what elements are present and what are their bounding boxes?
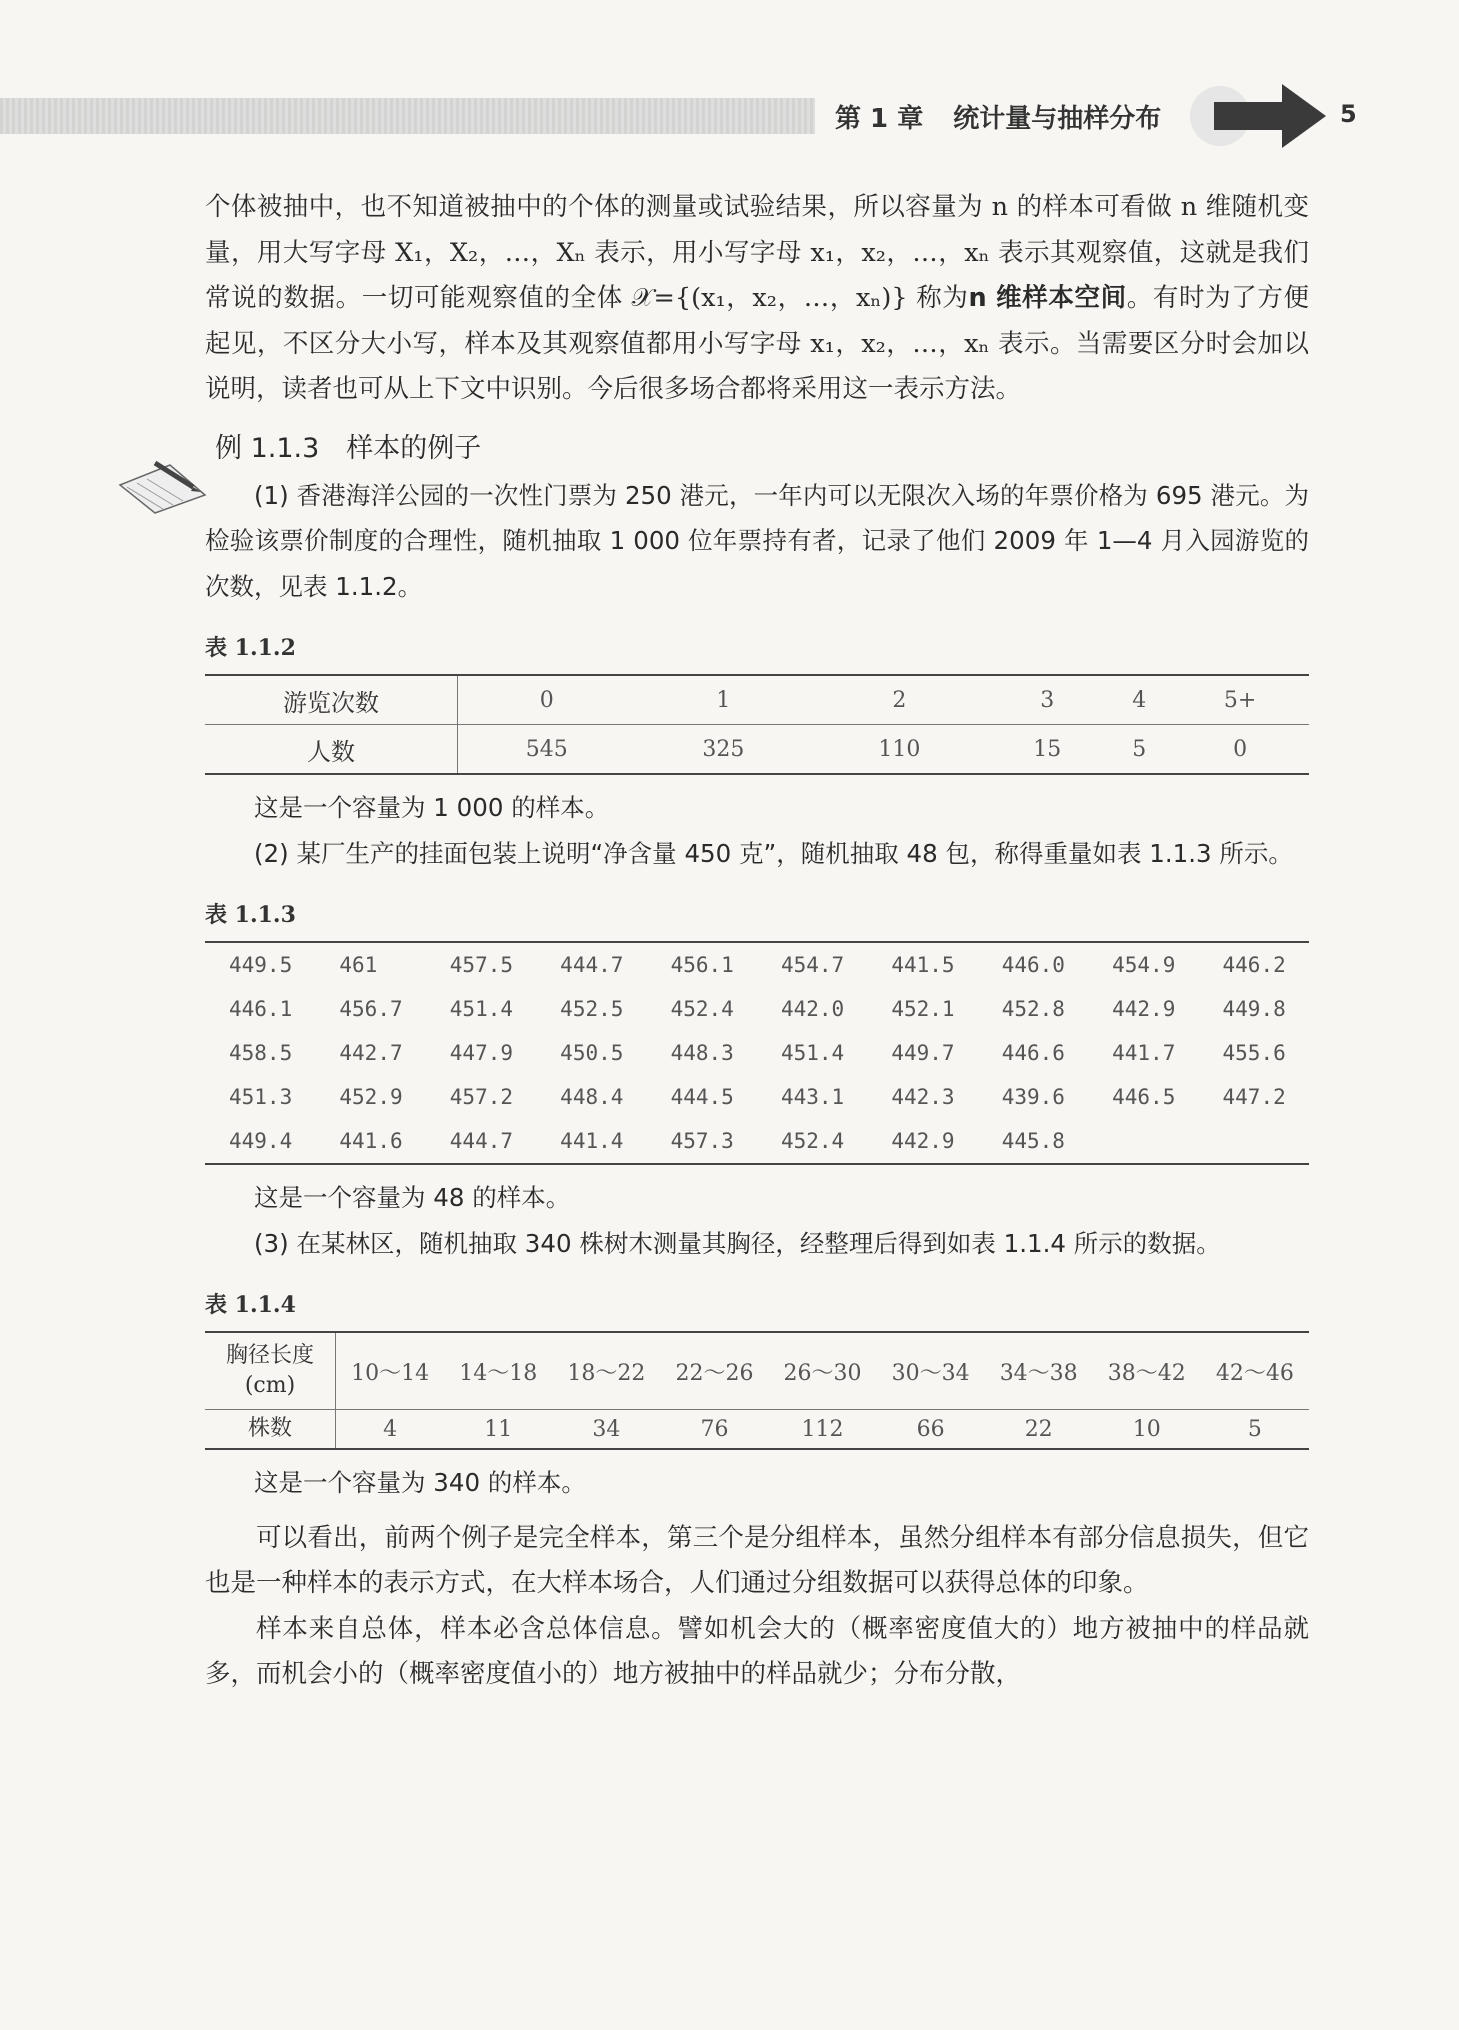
table-cell: 5+ bbox=[1171, 675, 1309, 725]
table-row bbox=[205, 987, 1309, 1031]
running-header bbox=[835, 98, 1161, 135]
arrow-right-icon bbox=[1190, 78, 1330, 154]
table-cell: 112 bbox=[801, 1416, 844, 1442]
table-cell: 4 bbox=[1107, 675, 1171, 725]
table-cell: 446.5 bbox=[1112, 1085, 1176, 1109]
table-cell: 441.4 bbox=[560, 1129, 624, 1153]
table-cell: 446.6 bbox=[1001, 1041, 1065, 1065]
table-cell: 449.5 bbox=[229, 953, 293, 977]
table-cell: 449.4 bbox=[229, 1129, 293, 1153]
table-cell: 452.8 bbox=[1001, 997, 1065, 1021]
table-cell: 457.2 bbox=[449, 1085, 513, 1109]
page-number: 5 bbox=[1340, 100, 1357, 128]
table-cell: 5 bbox=[1247, 1416, 1262, 1442]
table-cell: 22～26 bbox=[660, 1332, 768, 1410]
closing-paragraph-2: 样本来自总体，样本必含总体信息。譬如机会大的（概率密度值大的）地方被抽中的样品就多，而机会小的（概率密度值小的）地方被抽中的样品就少；分布分散， bbox=[205, 1613, 1309, 1689]
table-cell: 545 bbox=[525, 736, 568, 762]
table-cell: 3 bbox=[987, 675, 1107, 725]
example-item-2: (2) 某厂生产的挂面包装上说明“净含量 450 克”，随机抽取 48 包，称得重量如表 1.1.3 所示。 bbox=[254, 838, 1293, 868]
table-cell: 443.1 bbox=[780, 1085, 845, 1109]
row-label-count: 株数 bbox=[205, 1410, 336, 1450]
row-label-line: 胸径长度 bbox=[225, 1343, 314, 1368]
table-cell: 441.6 bbox=[339, 1129, 403, 1153]
table-cell: 444.7 bbox=[449, 1129, 513, 1153]
table-cell: 452.4 bbox=[670, 997, 734, 1021]
table-cell: 38～42 bbox=[1093, 1332, 1201, 1410]
table-cell: 22 bbox=[1024, 1416, 1053, 1442]
table-cell: 66 bbox=[916, 1416, 945, 1442]
table-1-1-4-caption: 表 1.1.4 bbox=[205, 1292, 296, 1318]
table-row bbox=[205, 1031, 1309, 1075]
table-cell: 442.0 bbox=[780, 997, 845, 1021]
table-row bbox=[205, 1332, 1309, 1410]
example-title: 例 1.1.3 样本的例子 bbox=[215, 432, 482, 464]
table-cell: 446.2 bbox=[1222, 953, 1286, 977]
table-cell: 110 bbox=[878, 736, 921, 762]
table-cell: 456.1 bbox=[670, 953, 734, 977]
table-cell: 15 bbox=[1033, 736, 1062, 762]
table-cell: 439.6 bbox=[1001, 1085, 1065, 1109]
table-cell: 455.6 bbox=[1222, 1041, 1286, 1065]
table-cell: 325 bbox=[702, 736, 745, 762]
table-cell: 448.4 bbox=[560, 1085, 624, 1109]
table-cell: 447.9 bbox=[449, 1041, 513, 1065]
chapter-label: 第 1 章 bbox=[835, 104, 924, 134]
table-cell: 14～18 bbox=[444, 1332, 552, 1410]
table-cell: 449.8 bbox=[1222, 997, 1286, 1021]
table-cell: 447.2 bbox=[1222, 1085, 1286, 1109]
table-cell: 442.9 bbox=[1112, 997, 1176, 1021]
row-label-diameter bbox=[205, 1332, 336, 1410]
table-cell: 441.7 bbox=[1112, 1041, 1176, 1065]
table-cell: 446.0 bbox=[1001, 953, 1065, 977]
pencil-notebook-icon bbox=[115, 455, 210, 515]
table-cell: 442.3 bbox=[891, 1085, 955, 1109]
table-row bbox=[205, 725, 1309, 775]
example-item-1: (1) 香港海洋公园的一次性门票为 250 港元，一年内可以无限次入场的年票价格为 695 港元。为检验该票价制度的合理性，随机抽取 1 000 位年票持有者，记录了他们 2009 年 1—4 月入园游览的次数，见表 1.1.2。 bbox=[205, 480, 1309, 601]
intro-text-rest: 。有时为了方便起见，不区分大小写，样本及其观察值都用小写字母 x₁，x₂，…，xₙ 表示。当需要区分时会加以说明，读者也可从上下文中识别。今后很多场合都将采用这一表示方法。 bbox=[205, 283, 1309, 404]
closing-paragraph-1: 可以看出，前两个例子是完全样本，第三个是分组样本，虽然分组样本有部分信息损失，但它也是一种样本的表示方式，在大样本场合，人们通过分组数据可以获得总体的印象。 bbox=[205, 1522, 1309, 1598]
example-note-2: 这是一个容量为 48 的样本。 bbox=[254, 1183, 571, 1212]
table-cell: 442.9 bbox=[891, 1129, 955, 1153]
page-body bbox=[205, 185, 1309, 1698]
table-cell: 452.4 bbox=[780, 1129, 845, 1153]
table-cell: 42～46 bbox=[1201, 1332, 1309, 1410]
table-cell: 452.1 bbox=[891, 997, 955, 1021]
table-cell: 34～38 bbox=[985, 1332, 1093, 1410]
table-cell: 458.5 bbox=[229, 1041, 293, 1065]
table-row bbox=[205, 942, 1309, 987]
row-label-visits: 游览次数 bbox=[205, 675, 458, 725]
table-row bbox=[205, 1410, 1309, 1450]
table-1-1-3-caption: 表 1.1.3 bbox=[205, 902, 296, 928]
table-cell: 456.7 bbox=[339, 997, 403, 1021]
table-cell: 0 bbox=[1233, 736, 1248, 762]
example-note-1: 这是一个容量为 1 000 的样本。 bbox=[254, 793, 610, 822]
table-cell: 18～22 bbox=[552, 1332, 660, 1410]
table-cell bbox=[1088, 1119, 1198, 1164]
table-cell: 444.7 bbox=[560, 953, 624, 977]
table-cell: 452.9 bbox=[339, 1085, 403, 1109]
table-row bbox=[205, 675, 1309, 725]
table-cell: 10 bbox=[1132, 1416, 1161, 1442]
table-cell: 5 bbox=[1132, 736, 1147, 762]
row-label-unit: (cm) bbox=[244, 1373, 296, 1398]
table-cell: 454.9 bbox=[1112, 953, 1176, 977]
table-cell: 444.5 bbox=[670, 1085, 734, 1109]
table-cell: 10～14 bbox=[336, 1332, 445, 1410]
header-decoration-bar bbox=[0, 98, 815, 134]
table-cell: 442.7 bbox=[339, 1041, 403, 1065]
table-cell: 457.3 bbox=[670, 1129, 734, 1153]
table-cell: 448.3 bbox=[670, 1041, 734, 1065]
table-cell: 76 bbox=[700, 1416, 729, 1442]
table-cell: 450.5 bbox=[560, 1041, 624, 1065]
table-cell: 0 bbox=[458, 675, 636, 725]
table-cell: 454.7 bbox=[780, 953, 845, 977]
table-cell bbox=[1199, 1119, 1309, 1164]
table-cell: 445.8 bbox=[1001, 1129, 1065, 1153]
row-label-people: 人数 bbox=[205, 725, 458, 775]
table-cell: 441.5 bbox=[891, 953, 955, 977]
table-1-1-3 bbox=[205, 941, 1309, 1165]
table-1-1-2-caption: 表 1.1.2 bbox=[205, 635, 296, 661]
table-cell: 11 bbox=[484, 1416, 513, 1442]
table-cell: 451.4 bbox=[780, 1041, 845, 1065]
table-cell: 461 bbox=[339, 953, 378, 977]
example-note-3: 这是一个容量为 340 的样本。 bbox=[254, 1468, 586, 1497]
table-row bbox=[205, 1075, 1309, 1119]
table-cell: 452.5 bbox=[560, 997, 624, 1021]
example-item-3: (3) 在某林区，随机抽取 340 株树木测量其胸径，经整理后得到如表 1.1.4 所示的数据。 bbox=[254, 1228, 1221, 1258]
intro-term-bold: n 维样本空间 bbox=[968, 283, 1127, 313]
table-1-1-4 bbox=[205, 1331, 1309, 1450]
table-cell: 451.4 bbox=[449, 997, 513, 1021]
table-cell: 26～30 bbox=[769, 1332, 877, 1410]
table-cell: 451.3 bbox=[229, 1085, 293, 1109]
table-cell: 30～34 bbox=[877, 1332, 985, 1410]
table-cell: 34 bbox=[592, 1416, 621, 1442]
table-cell: 457.5 bbox=[449, 953, 513, 977]
table-cell: 4 bbox=[383, 1416, 398, 1442]
table-cell: 446.1 bbox=[229, 997, 293, 1021]
table-row bbox=[205, 1119, 1309, 1164]
table-cell: 449.7 bbox=[891, 1041, 955, 1065]
table-1-1-2 bbox=[205, 674, 1309, 775]
table-cell: 1 bbox=[635, 675, 811, 725]
chapter-title: 统计量与抽样分布 bbox=[953, 104, 1162, 134]
intro-text: 个体被抽中，也不知道被抽中的个体的测量或试验结果，所以容量为 n 的样本可看做 n 维随机变量，用大写字母 X₁，X₂，…，Xₙ 表示，用小写字母 x₁，x₂，…，xₙ 表示其观察值，这就是我们常说的数据。一切可能观察值的全体 𝒳={(x₁，x₂，…，xₙ)} 称为 bbox=[205, 192, 1309, 313]
table-cell: 2 bbox=[811, 675, 987, 725]
intro-paragraph bbox=[205, 185, 1309, 413]
